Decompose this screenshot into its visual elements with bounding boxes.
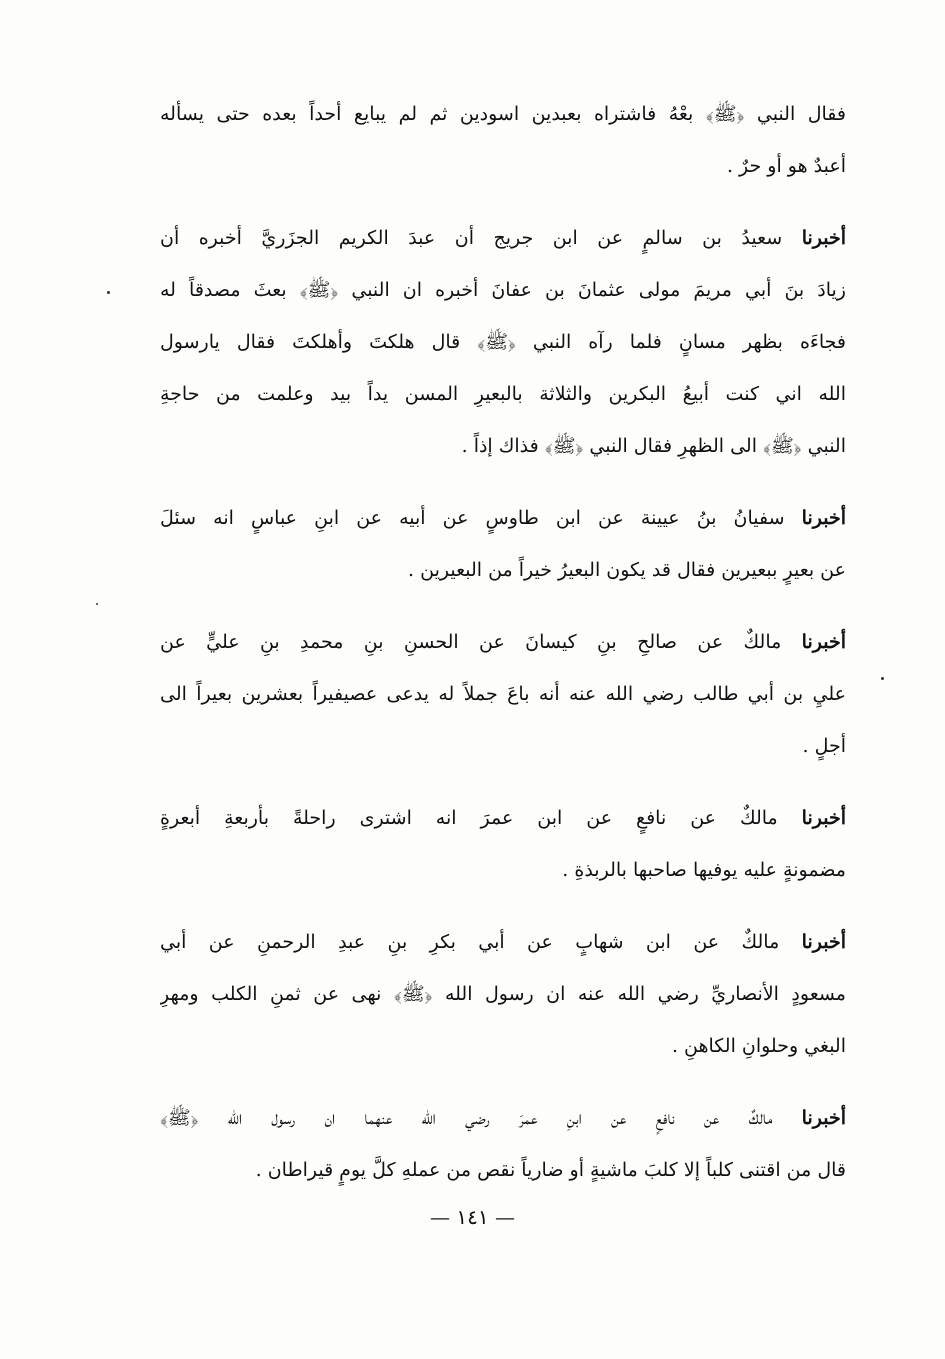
text-line: عليِ بن أبي طالب رضي الله عنه أنه باعَ جملاً له يدعى عصيفيراً بعشرين بعيراً الى: [160, 683, 846, 705]
text-line: مضمونةٍ عليه يوفيها صاحبها بالربذةِ .: [562, 859, 846, 881]
paragraph-lead: أخبرنا: [801, 1107, 846, 1129]
paragraph-lead: أخبرنا: [801, 227, 846, 249]
paragraph: [160, 1092, 846, 1196]
scan-speck: [881, 677, 884, 680]
line-text: سفيانُ بنُ عيينة عن ابن طاوسٍ عن أبيه عن ابنِ عباسٍ انه سئلَ: [160, 507, 785, 529]
text-line: [160, 616, 846, 668]
paragraph: [160, 88, 846, 192]
text-line: [160, 492, 846, 544]
text-line: زيادَ بنَ أبي مريمَ مولى عثمانَ بن عفانَ أخبره ان النبي ﴿ﷺ﴾ بعثَ مصدقاً له: [160, 279, 846, 301]
paragraph: [160, 212, 846, 472]
text-line: [160, 212, 846, 264]
paragraph-lead: أخبرنا: [801, 507, 846, 529]
line-text: مالكٌ عن نافعٍ عن ابن عمرَ انه اشترى راحلةً بأربعةِ أبعرةٍ: [160, 807, 778, 829]
line-text: سعيدُ بن سالمٍ عن ابن جريج أن عبدَ الكريم الجزَريَّ أخبره أن: [160, 227, 783, 249]
paragraph: [160, 616, 846, 772]
paragraph: [160, 492, 846, 596]
text-line: [160, 916, 846, 968]
text-line: الله اني كنت أبيعُ البكرين والثلاثة بالبعيرِ المسن يداً بيد وعلمت من حاجةِ: [160, 383, 846, 405]
text-line: فقال النبي ﴿ﷺ﴾ بعْهُ فاشتراه بعبدين اسودين ثم لم يبايع أحداً بعده حتى يسأله: [160, 103, 846, 125]
text-line: فجاءَه بظهر مسانٍ فلما رآه النبي ﴿ﷺ﴾ قال هلكتَ وأهلكتَ فقال يارسول: [160, 331, 846, 353]
paragraph: [160, 792, 846, 896]
scan-speck: [96, 603, 98, 605]
line-text: مالكٌ عن صالحِ بنِ كيسانَ عن الحسنِ بنِ محمدِ بنِ عليٍّ عن: [160, 631, 782, 653]
text-line: [160, 792, 846, 844]
paragraph: [160, 916, 846, 1072]
scan-speck: [107, 291, 110, 294]
paragraph-lead: أخبرنا: [801, 931, 846, 953]
text-line: أعبدٌ هو أو حرٌ .: [726, 155, 846, 177]
text-line: النبي ﴿ﷺ﴾ الى الظهرِ فقال النبي ﴿ﷺ﴾ فذاك إذاً .: [461, 435, 846, 457]
text-line: عن بعيرٍ ببعيرين فقال قد يكون البعيرُ خيراً من البعيرين .: [408, 559, 846, 581]
text-line: أجلٍ .: [802, 735, 846, 757]
text-line: قال من اقتنى كلباً إلا كلبَ ماشيةٍ أو ضارياً نقص من عملهِ كلَّ يومٍ قيراطان .: [255, 1159, 846, 1181]
line-text: مالكٌ عن نافعٍ عن ابنِ عمرَ رضي الله عنهما ان رسول الله ﴿ﷺ﴾: [160, 1107, 773, 1129]
text-line: مسعودٍ الأنصاريِّ رضي الله عنه ان رسول الله ﴿ﷺ﴾ نهى عن ثمنِ الكلب ومهرِ: [160, 983, 846, 1005]
text-line: البغي وحلوانِ الكاهنِ .: [671, 1035, 846, 1057]
paragraph-lead: أخبرنا: [801, 631, 846, 653]
line-text: مالكٌ عن ابن شهابٍ عن أبي بكرِ بنِ عبدِ الرحمنِ عن أبي: [160, 931, 780, 953]
text-body: [160, 88, 846, 1216]
text-line: [160, 1092, 846, 1144]
paragraph-lead: أخبرنا: [801, 807, 846, 829]
page-number: — ١٤١ —: [430, 1205, 515, 1229]
